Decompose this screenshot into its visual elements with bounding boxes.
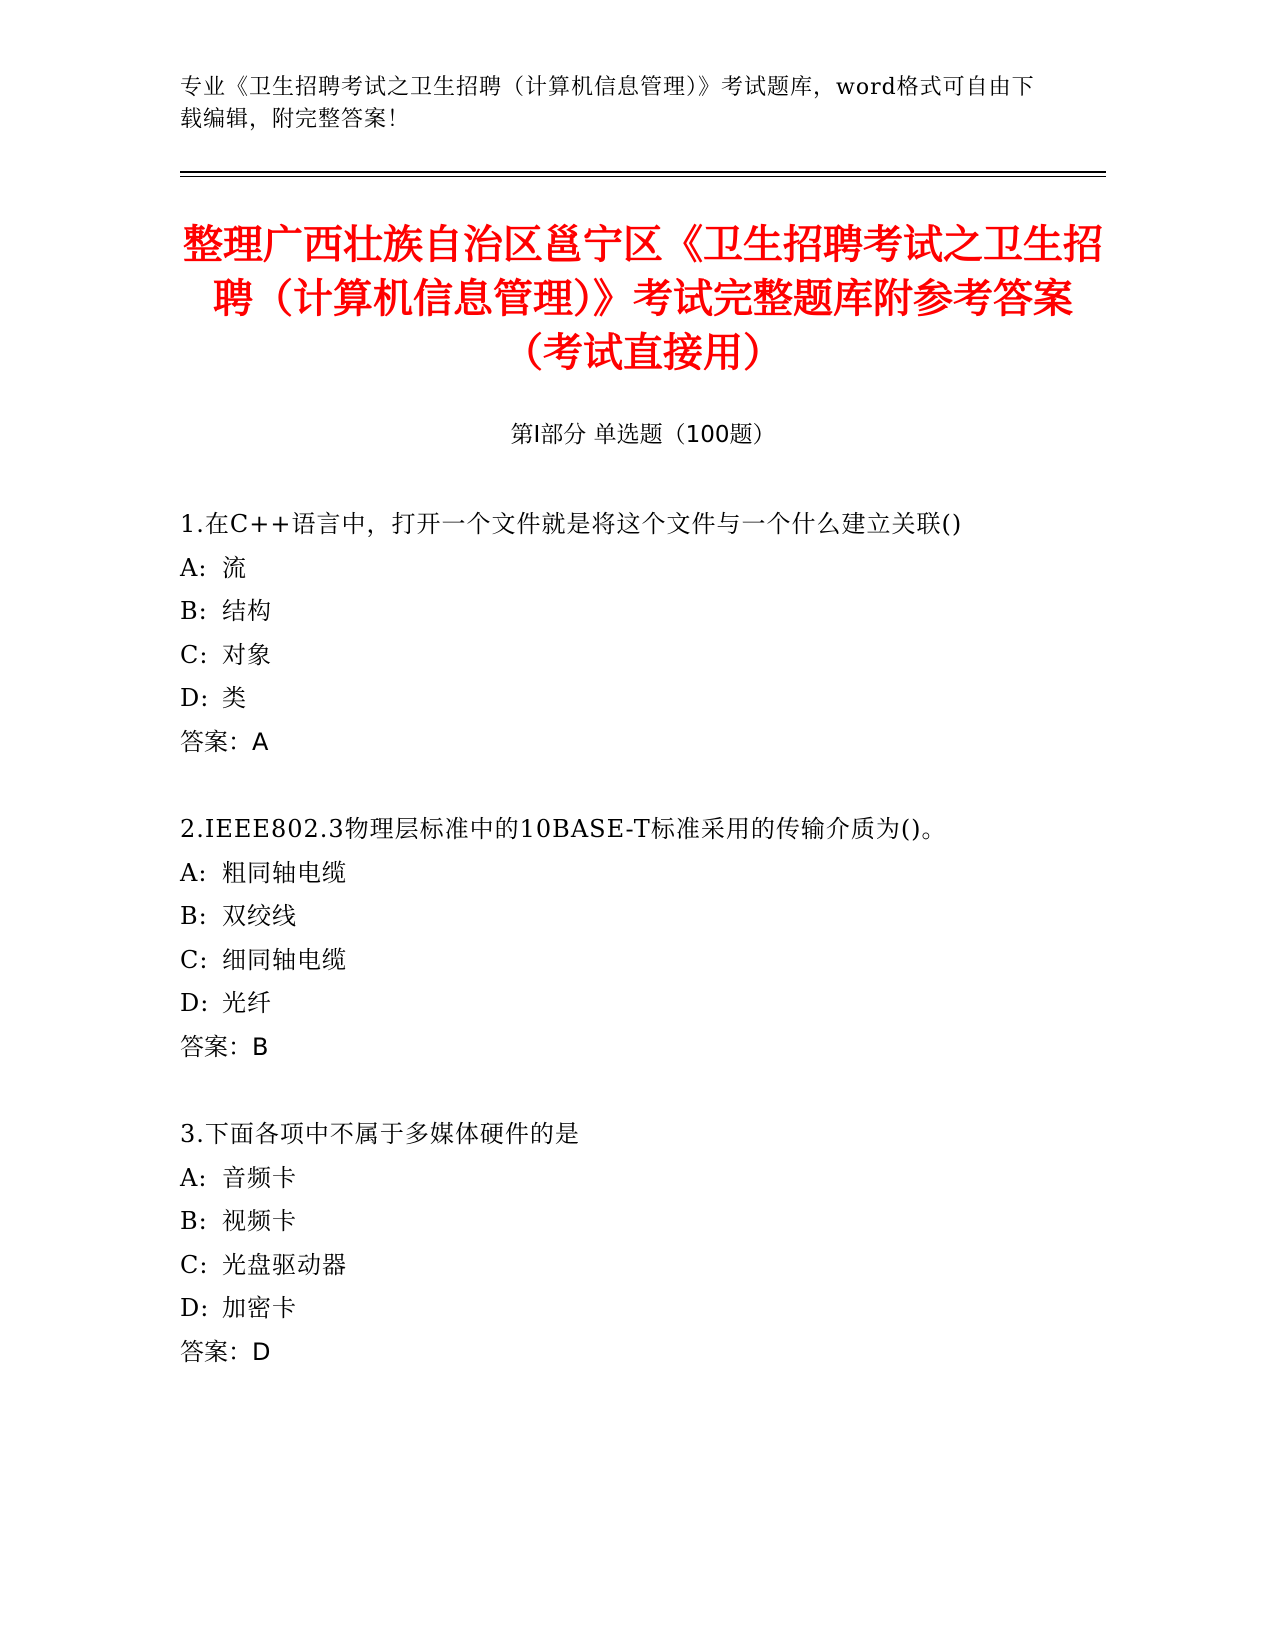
option-d xyxy=(180,1287,1106,1331)
question-3 xyxy=(180,1113,1106,1374)
option-text: 加密卡 xyxy=(222,1294,297,1322)
document-title: 整理广西壮族自治区邕宁区《卫生招聘考试之卫生招聘（计算机信息管理）》考试完整题库附参考答案（考试直接用） xyxy=(183,222,1103,376)
option-letter: D: xyxy=(180,989,210,1017)
option-text: 视频卡 xyxy=(222,1207,297,1235)
section-heading: 第Ⅰ部分 单选题（100题） xyxy=(510,422,776,448)
option-text: 音频卡 xyxy=(222,1163,297,1192)
option-text: 光纤 xyxy=(222,989,272,1017)
header-divider-thick xyxy=(180,171,1106,173)
option-letter: C: xyxy=(180,945,209,974)
option-letter: B: xyxy=(180,597,208,625)
option-c xyxy=(180,1244,1106,1288)
option-letter: C: xyxy=(180,640,209,669)
option-text: 结构 xyxy=(222,597,272,625)
option-letter: A: xyxy=(180,858,208,887)
option-text: 对象 xyxy=(222,640,272,669)
option-text: 双绞线 xyxy=(222,902,297,930)
question-1 xyxy=(180,503,1106,764)
answer: 答案：B xyxy=(180,1032,269,1061)
option-c xyxy=(180,634,1106,678)
option-a xyxy=(180,852,1106,896)
option-a xyxy=(180,547,1106,591)
header-note: 专业《卫生招聘考试之卫生招聘（计算机信息管理）》考试题库，word格式可自由下载编辑，附完整答案！ xyxy=(180,75,1035,132)
answer: 答案：A xyxy=(180,727,269,756)
question-stem: 2.IEEE802.3物理层标准中的10BASE-T标准采用的传输介质为()。 xyxy=(180,815,947,843)
option-letter: B: xyxy=(180,1207,208,1235)
option-text: 粗同轴电缆 xyxy=(222,858,347,887)
answer: 答案：D xyxy=(180,1337,271,1366)
question-stem: 3.下面各项中不属于多媒体硬件的是 xyxy=(180,1120,580,1148)
option-letter: A: xyxy=(180,1163,208,1192)
option-text: 类 xyxy=(222,684,247,712)
option-letter: B: xyxy=(180,902,208,930)
option-d xyxy=(180,677,1106,721)
option-b xyxy=(180,1200,1106,1244)
option-c xyxy=(180,939,1106,983)
option-letter: C: xyxy=(180,1250,209,1279)
option-a xyxy=(180,1157,1106,1201)
option-letter: D: xyxy=(180,684,210,712)
header-divider-thin xyxy=(180,176,1106,177)
option-text: 流 xyxy=(222,553,247,582)
question-stem: 1.在C++语言中，打开一个文件就是将这个文件与一个什么建立关联() xyxy=(180,510,963,538)
option-b xyxy=(180,895,1106,939)
option-letter: D: xyxy=(180,1294,210,1322)
question-2 xyxy=(180,808,1106,1069)
option-letter: A: xyxy=(180,553,208,582)
option-text: 细同轴电缆 xyxy=(222,945,347,974)
option-d xyxy=(180,982,1106,1026)
option-text: 光盘驱动器 xyxy=(222,1250,347,1279)
option-b xyxy=(180,590,1106,634)
